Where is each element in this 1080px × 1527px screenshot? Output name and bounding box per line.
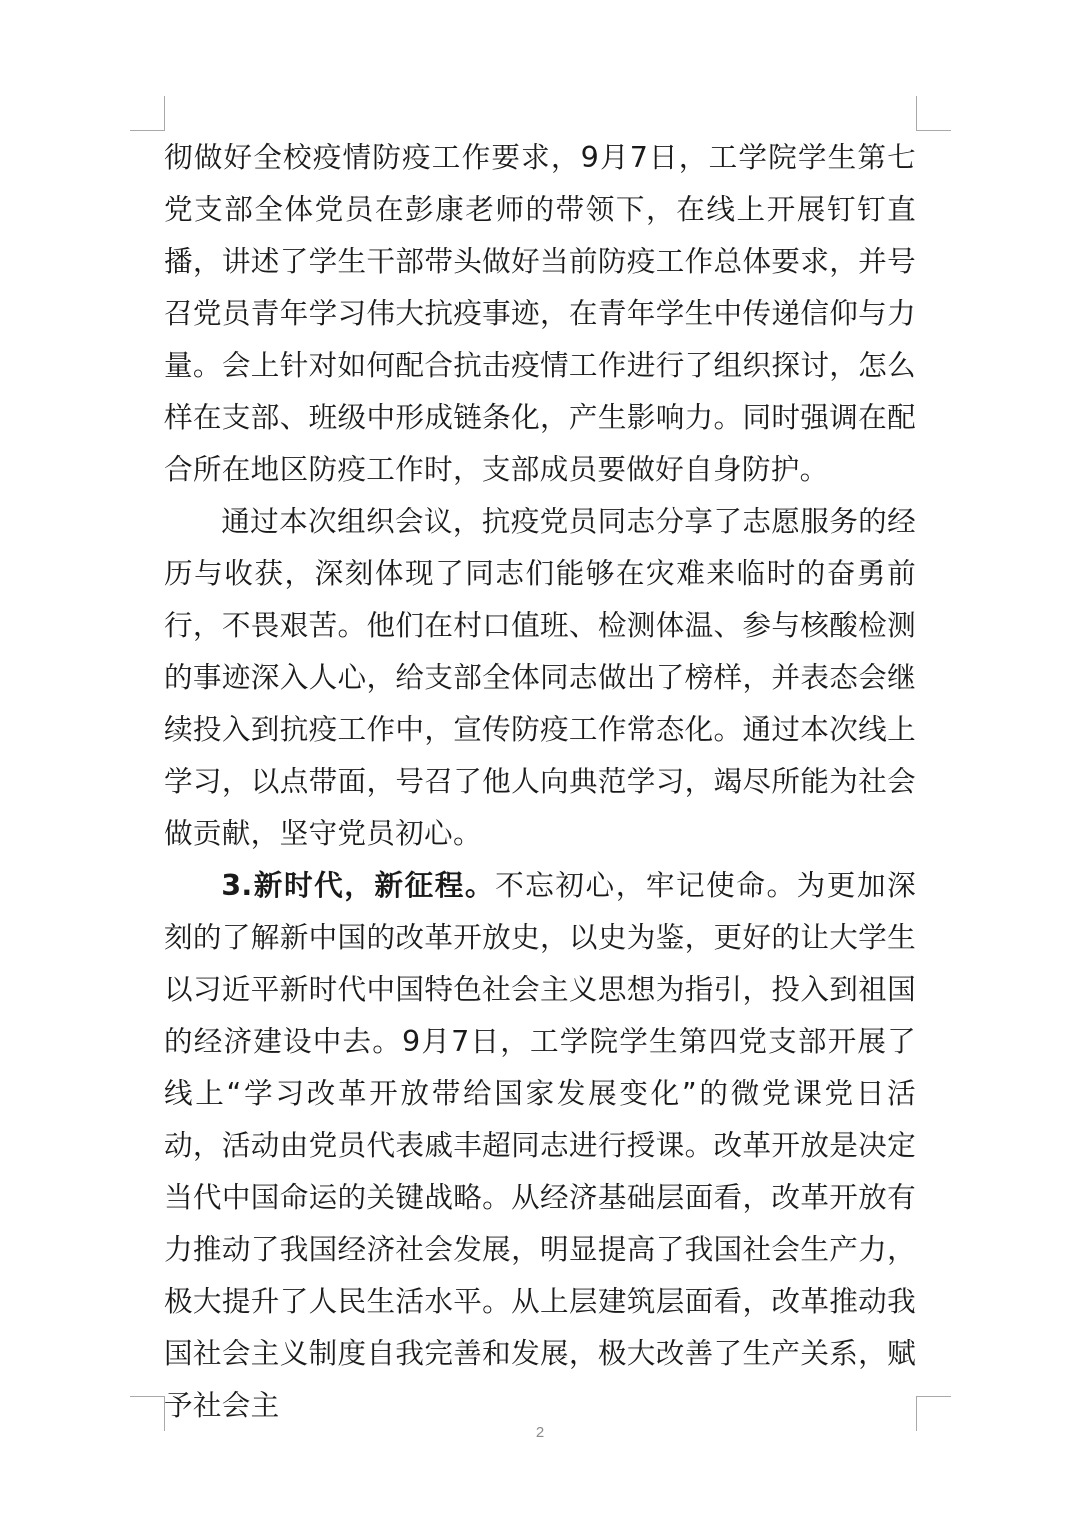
paragraph-3-text: 不忘初心，牢记使命。为更加深刻的了解新中国的改革开放史，以史为鉴，更好的让大学生以习近平新时代中国特色社会主义思想为指引，投入到祖国的经济建设中去。9月7日，工学院学生第四党支部开展了线上“学习改革开放带给国家发展变化”的微党课党日活动，活动由党员代表戚丰超同志进行授课。改革开放是决定当代中国命运的关键战略。从经济基础层面看，改革开放有力推动了我国经济社会发展，明显提高了我国社会生产力，极大提升了人民生活水平。从上层建筑层面看，改革推动我国社会主义制度自我完善和发展，极大改善了生产关系，赋予社会主 xyxy=(164,868,916,1422)
margin-corner-top-right xyxy=(916,96,951,131)
margin-corner-top-left xyxy=(130,96,165,131)
section-heading: 3.新时代，新征程。 xyxy=(221,868,496,902)
paragraph-1: 彻做好全校疫情防疫工作要求，9月7日，工学院学生第七党支部全体党员在彭康老师的带领下，在线上开展钉钉直播，讲述了学生干部带头做好当前防疫工作总体要求，并号召党员青年学习伟大抗疫事迹，在青年学生中传递信仰与力量。会上针对如何配合抗击疫情工作进行了组织探讨，怎么样在支部、班级中形成链条化，产生影响力。同时强调在配合所在地区防疫工作时，支部成员要做好自身防护。 xyxy=(164,140,916,486)
page-number: 2 xyxy=(535,1424,545,1441)
document-body xyxy=(164,131,916,1431)
paragraph-2: 通过本次组织会议，抗疫党员同志分享了志愿服务的经历与收获，深刻体现了同志们能够在灾难来临时的奋勇前行，不畏艰苦。他们在村口值班、检测体温、参与核酸检测的事迹深入人心，给支部全体同志做出了榜样，并表态会继续投入到抗疫工作中，宣传防疫工作常态化。通过本次线上学习，以点带面，号召了他人向典范学习，竭尽所能为社会做贡献，坚守党员初心。 xyxy=(164,504,916,850)
paragraph-3 xyxy=(164,859,916,1431)
